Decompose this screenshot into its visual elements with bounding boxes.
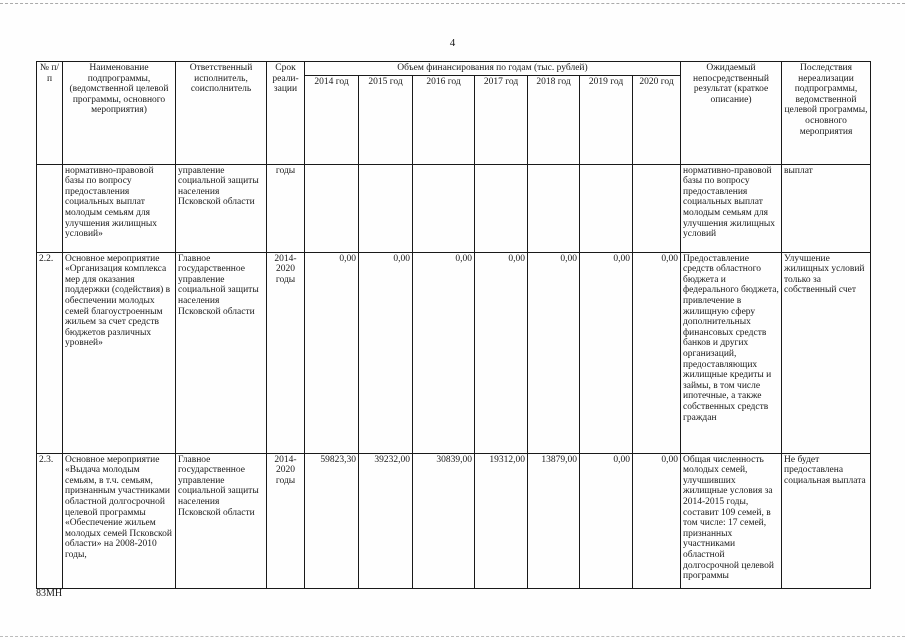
row-value-2019: 0,00 xyxy=(580,453,633,588)
year-2014: 2014 год xyxy=(305,75,359,164)
row-responsible: управление социальной защиты населения Псковской области xyxy=(176,164,267,252)
row-value-2020 xyxy=(633,164,681,252)
row-value-2015: 0,00 xyxy=(359,252,413,453)
row-value-2014: 0,00 xyxy=(305,252,359,453)
row-value-2018: 13879,00 xyxy=(528,453,580,588)
row-result: нормативно-правовой базы по вопросу предоставления социальных выплат молодым семьям для улучшения жилищных условий xyxy=(681,164,782,252)
row-term: 2014-2020 годы xyxy=(267,453,305,588)
row-responsible: Главное государственное управление социальной защиты населения Псковской области xyxy=(176,252,267,453)
row-value-2015: 39232,00 xyxy=(359,453,413,588)
scan-bottom-edge xyxy=(0,636,905,637)
row-value-2017: 19312,00 xyxy=(475,453,528,588)
year-2019: 2019 год xyxy=(580,75,633,164)
header-funding: Объем финансирования по годам (тыс. рублей) xyxy=(305,62,681,76)
row-responsible: Главное государственное управление социальной защиты населения Псковской области xyxy=(176,453,267,588)
row-name: нормативно-правовой базы по вопросу предоставления социальных выплат молодым семьям для улучшения жилищных условий» xyxy=(63,164,176,252)
funding-table xyxy=(36,61,871,589)
row-value-2016: 0,00 xyxy=(413,252,475,453)
scan-top-edge xyxy=(0,3,905,4)
year-2018: 2018 год xyxy=(528,75,580,164)
header-name: Наименование подпрограммы, (ведомственной целевой программы, основного мероприятия) xyxy=(63,62,176,165)
row-num: 2.3. xyxy=(37,453,63,588)
row-name: Основное мероприятие «Организация комплекса мер для оказания поддержки (содействия) в обеспечении молодых семей благоустроенным жильем за счет средств бюджетов различных уровней» xyxy=(63,252,176,453)
row-value-2014 xyxy=(305,164,359,252)
year-2015: 2015 год xyxy=(359,75,413,164)
footer-code: 83МН xyxy=(36,588,63,599)
table-row xyxy=(37,252,871,453)
header-consequences: Последствия нереализации подпрограммы, ведомственной целевой программы, основного мероприятия xyxy=(782,62,871,165)
row-result: Предоставление средств областного бюджета и федерального бюджета, привлечение в жилищную сферу дополнительных финансовых средств банков и других организаций, предоставляющих жилищные кредиты и займы, в том числе ипотечные, а также собственных средств граждан xyxy=(681,252,782,453)
row-consequences: выплат xyxy=(782,164,871,252)
row-value-2016: 30839,00 xyxy=(413,453,475,588)
header-result: Ожидаемый непосредственный результат (краткое описание) xyxy=(681,62,782,165)
row-consequences: Улучшение жилищных условий только за собственный счет xyxy=(782,252,871,453)
row-term: 2014-2020 годы xyxy=(267,252,305,453)
table-row xyxy=(37,164,871,252)
row-value-2018 xyxy=(528,164,580,252)
row-value-2020: 0,00 xyxy=(633,252,681,453)
page-number: 4 xyxy=(449,37,456,49)
header-term: Срок реали-зации xyxy=(267,62,305,165)
row-value-2015 xyxy=(359,164,413,252)
row-result: Общая численность молодых семей, улучшивших жилищные условия за 2014-2015 годы, составит 109 семей, в том числе: 17 семей, признанных участниками областной долгосрочной целевой программы xyxy=(681,453,782,588)
header-num: № п/п xyxy=(37,62,63,165)
row-value-2017 xyxy=(475,164,528,252)
row-num: 2.2. xyxy=(37,252,63,453)
row-name: Основное мероприятие «Выдача молодым семьям, в т.ч. семьям, признанным участниками областной долгосрочной целевой программы «Обеспечение жильем молодых семей Псковской области» на 2008-2010 годы, xyxy=(63,453,176,588)
row-num xyxy=(37,164,63,252)
row-value-2020: 0,00 xyxy=(633,453,681,588)
row-value-2019 xyxy=(580,164,633,252)
row-value-2014: 59823,30 xyxy=(305,453,359,588)
row-value-2016 xyxy=(413,164,475,252)
row-value-2019: 0,00 xyxy=(580,252,633,453)
row-value-2017: 0,00 xyxy=(475,252,528,453)
year-2020: 2020 год xyxy=(633,75,681,164)
header-responsible: Ответственный исполнитель, соисполнитель xyxy=(176,62,267,165)
row-consequences: Не будет предоставлена социальная выплата xyxy=(782,453,871,588)
year-2017: 2017 год xyxy=(475,75,528,164)
row-value-2018: 0,00 xyxy=(528,252,580,453)
table-row xyxy=(37,453,871,588)
header-row xyxy=(37,62,871,76)
row-term: годы xyxy=(267,164,305,252)
year-2016: 2016 год xyxy=(413,75,475,164)
